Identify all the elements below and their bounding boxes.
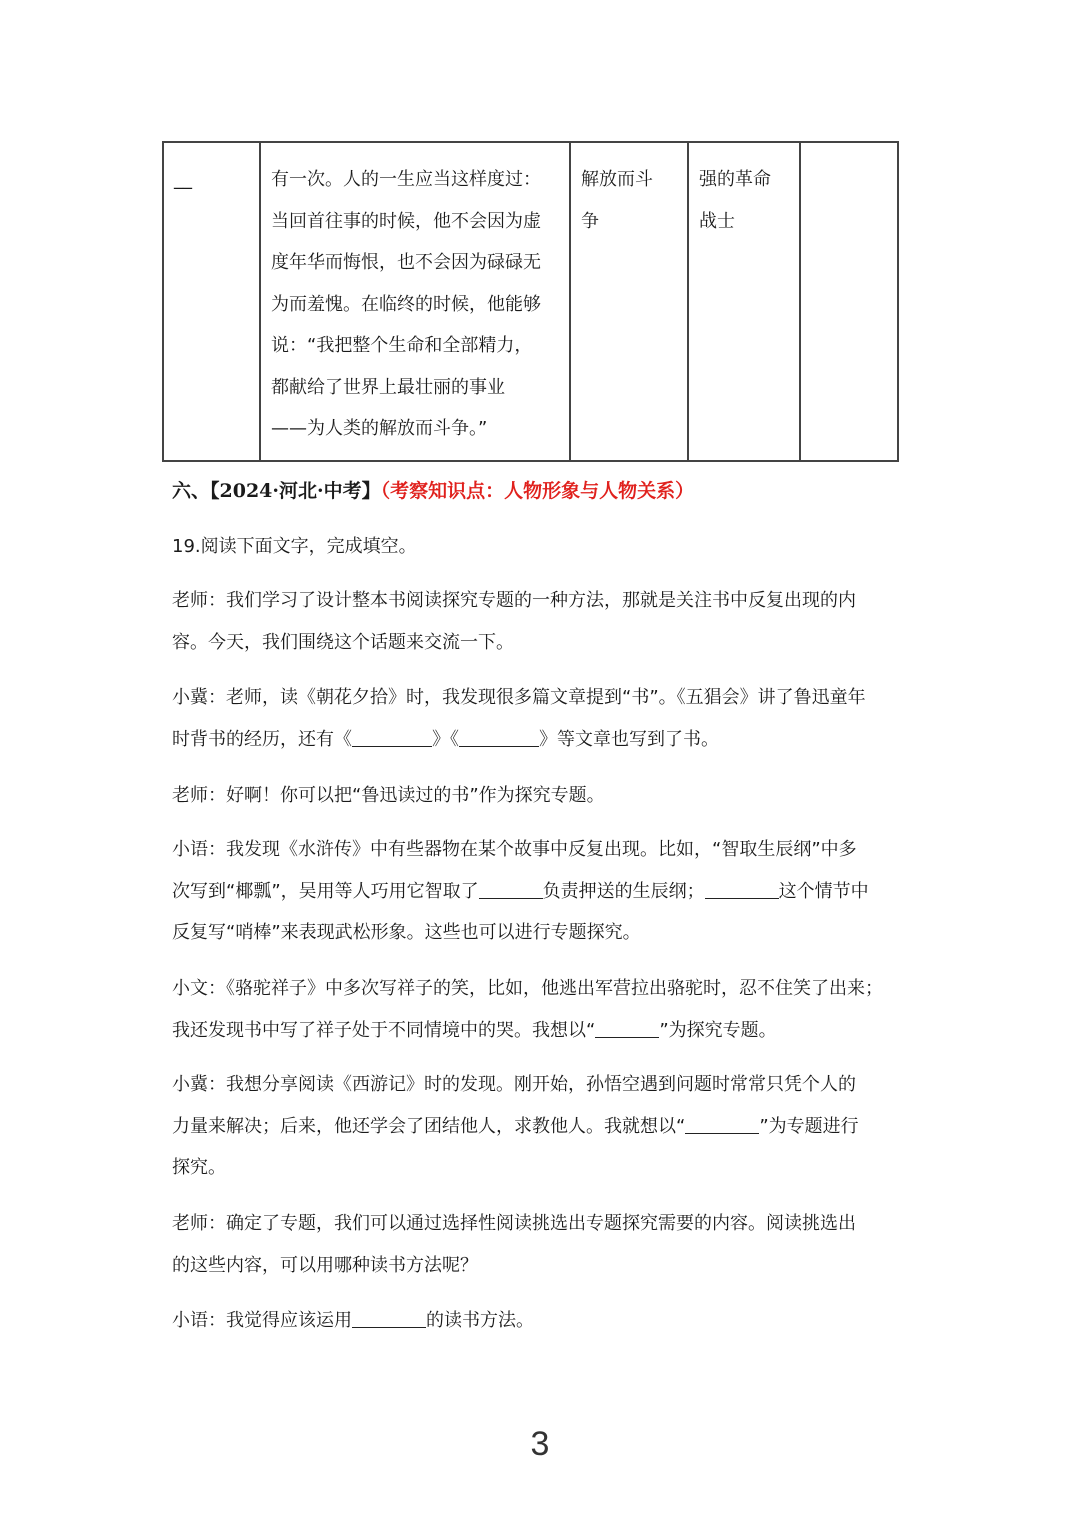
text-run: ”为专题进行 [759,1115,859,1137]
fill-blank[interactable] [459,724,539,747]
dialogue-line: 小文：《骆驼祥子》中多次写祥子的笑，比如，他逃出军营拉出骆驼时，忍不住笑了出来； [172,978,883,999]
section-title [172,474,694,508]
table-cell [570,142,688,461]
table-cell-empty [800,142,898,461]
text-run: 的读书方法。 [426,1310,534,1331]
cell-line: 度年华而悔恨，也不会因为碌碌无 [271,252,541,273]
dialogue-line [172,719,912,761]
dialogue-line: 小语：我发现《水浒传》中有些器物在某个故事中反复出现。比如，“智取生辰纲”中多 [172,839,857,860]
dialogue-line [172,1010,912,1052]
fill-blank[interactable] [595,1015,659,1038]
cell-text: __ [174,169,192,190]
section-prefix: 六、【2024·河北·中考】 [172,480,381,502]
fill-blank[interactable] [479,876,543,899]
fill-blank[interactable] [352,724,432,747]
cell-line: 争 [581,210,599,232]
text-run: 次写到“椰瓢”，吴用等人巧用它智取了 [172,880,479,902]
text-run: 负责押送的生辰纲； [542,880,705,902]
dialogue-teacher-1 [172,580,912,663]
cell-line: 说：“我把整个生命和全部精力， [271,335,533,356]
cell-line: 当回首往事的时候，他不会因为虚 [271,210,541,232]
dialogue-line [172,871,912,913]
cell-line: 战士 [699,210,735,232]
dialogue-xiaoyu-1 [172,829,912,954]
text-run: 这个情节中 [778,880,869,902]
dialogue-line: 探究。 [172,1157,226,1178]
page-number: 3 [530,1425,550,1463]
dialogue-teacher-2: 老师：好啊！你可以把“鲁迅读过的书”作为探究专题。 [172,785,605,806]
table-cell [688,142,800,461]
table-cell [163,142,260,461]
dialogue-line: 小冀：老师，读《朝花夕拾》时，我发现很多篇文章提到“书”。《五猖会》讲了鲁迅童年 [172,687,866,708]
text-run: ”为探究专题。 [659,1019,777,1041]
section-note: （考察知识点：人物形象与人物关系） [380,480,695,502]
cell-line: 解放而斗 [581,169,653,190]
fill-blank[interactable] [705,876,779,899]
dialogue-line: 容。今天，我们围绕这个话题来交流一下。 [172,631,514,653]
dialogue-xiaoji-1 [172,677,912,760]
dialogue-xiaoji-2 [172,1064,912,1189]
text-run: 力量来解决；后来，他还学会了团结他人，求教他人。我就想以“ [172,1115,686,1137]
dialogue-line: 老师：确定了专题，我们可以通过选择性阅读挑选出专题探究需要的内容。阅读挑选出 [172,1213,856,1234]
question-title: 19.阅读下面文字，完成填空。 [172,536,417,557]
text-run: 时背书的经历，还有《 [172,728,352,750]
dialogue-line: 小冀：我想分享阅读《西游记》时的发现。刚开始，孙悟空遇到问题时常常只凭个人的 [172,1074,856,1095]
cell-line: 都献给了世界上最壮丽的事业 [271,376,505,398]
dialogue-line: 的这些内容，可以用哪种读书方法呢？ [172,1254,478,1276]
dialogue-line: 反复写“哨棒”来表现武松形象。这些也可以进行专题探究。 [172,922,641,943]
cell-line: ——为人类的解放而斗争。” [271,418,488,439]
text-run: 我还发现书中写了祥子处于不同情境中的哭。我想以“ [172,1019,596,1041]
dialogue-xiaowen [172,968,912,1051]
dialogue-xiaoyu-2 [172,1300,912,1342]
table-row [163,142,898,461]
text-run: 》等文章也写到了书。 [539,728,719,750]
text-run: 》《 [432,728,459,750]
dialogue-line: 老师：我们学习了设计整本书阅读探究专题的一种方法，那就是关注书中反复出现的内 [172,590,856,611]
cell-line: 为而羞愧。在临终的时候，他能够 [271,293,541,315]
fill-blank[interactable] [352,1305,426,1328]
fill-blank[interactable] [685,1111,759,1134]
cell-line: 强的革命 [699,169,771,190]
table-cell-quote [260,142,570,461]
text-run: 小语：我觉得应该运用 [172,1310,352,1331]
dialogue-line [172,1106,912,1148]
continued-table [162,141,899,462]
cell-line: 有一次。人的一生应当这样度过： [271,169,541,190]
dialogue-teacher-3 [172,1203,912,1286]
